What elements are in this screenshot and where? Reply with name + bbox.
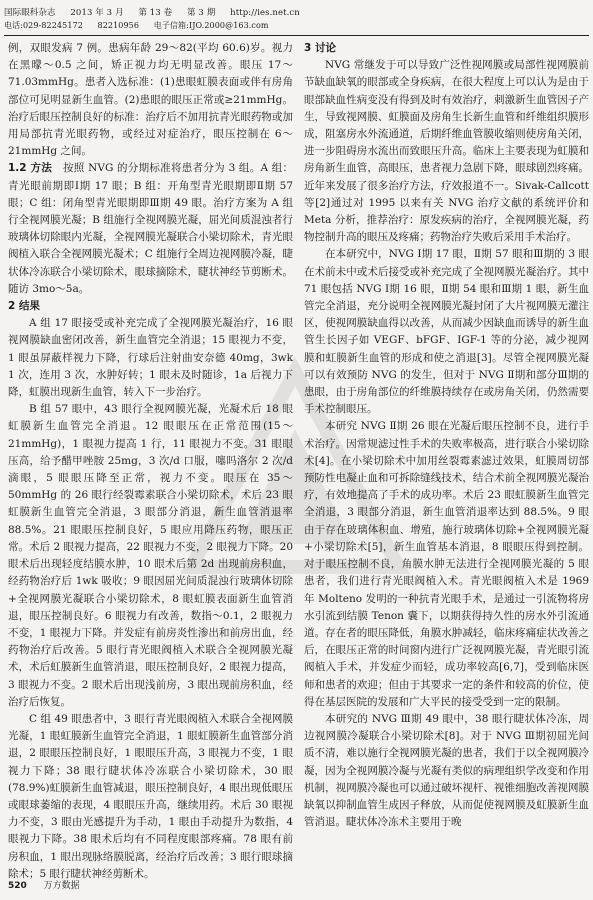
phone-2: 82210956 (97, 21, 140, 30)
paragraph: 例，双眼发病 7 例。患病年龄 29～82(平均 60.6)岁。视力在黑曚～0.5 之间，矫正视力均无明显改善。眼压 17～71.03mmHg。患者入选标准：(1)患眼虹膜表面或伴有房角部位可见明显新生血管。(2)患眼的眼压正常或≥21mmHg。治疗后眼压控制良好的标准：治疗后不加用抗青光眼药物或加用局部抗青光眼药物，或经过对症治疗，眼压控制在 6～21mmHg 之间。 (8, 42, 293, 158)
issue-date: 2013 年 3 月 (70, 8, 124, 18)
paragraph: A 组 17 眼接受或补充完成了全视网膜光凝治疗，16 眼视网膜缺血密闭改善，新生血管完全消退；15 眼视力不变，1 眼虽屏蔽样视力下降，行球后注射曲安奈德 40mg，3wk 1 次，连用 3 次，水肿好转；1 眼未及时随诊，1a 后视力下降，虹膜出现新生血管，转入下一步治疗。 (8, 317, 293, 399)
journal-title: 国际眼科杂志 (4, 8, 56, 18)
paragraph: C 组 49 眼患者中，3 眼行青光眼阀植入术联合全视网膜光凝，1 眼虹膜新生血管完全消退，1 眼虹膜新生血管部分消退，2 眼眼压控制良好，1 眼眼压升高，3 眼视力不变，1 眼视力下降；38 眼行睫状体冷冻联合小梁切除术，30 眼(78.9%)虹膜新生血管减退，眼压控制良好，4 眼出现低眼压或眼球萎缩的表现，4 眼眼压升高，继续用药。术后 30 眼视力不变，3 眼由光感提升为手动，1 眼由手动提升为数指，4 眼视力下降。38 眼术后均有不同程度眼部疼痛。78 眼有前房积血，1 眼出现脉络膜脱离，经治疗后改善；3 眼行眼球摘除术；5 眼行睫状神经剪断术。 (8, 712, 293, 880)
paragraph: 在本研究中，NVG Ⅰ期 17 眼，Ⅱ期 57 眼和Ⅲ期的 3 眼在术前未中或术后接受或补充完成了全视网膜光凝治疗。其中 71 眼包括 NVG Ⅰ期 16 眼，Ⅱ期 54 眼和Ⅲ期 1 眼，新生血管完全消退，充分说明全视网膜光凝封闭了大片视网膜无灌注区，使视网膜缺血得以改善，从而减少因缺血而诱导的新生血管生长因子如 VEGF、bFGF、IGF-1 等的分泌，减少视网膜和虹膜新生血管的形成和使之消退[3]。尽管全视网膜光凝可以有效预防 NVG 的发生，但对于 NVG Ⅱ期和部分Ⅲ期的患眼，由于房角部位的纤维膜持续存在或房角关闭，仍然需要手术控制眼压。 (304, 248, 589, 416)
section-heading-discussion: 3 讨论 (304, 42, 336, 54)
left-column (8, 40, 293, 880)
phone-1: 电话:029-82245172 (4, 21, 83, 30)
running-header (4, 4, 589, 36)
journal-url: http://ies.net.cn (230, 8, 300, 18)
volume: 第 13 卷 (138, 8, 173, 18)
methods-text: 按照 NVG 的分期标准将患者分为 3 组。A 组：青光眼前期即Ⅰ期 17 眼；B 组：开角型青光眼期即Ⅱ期 57 眼；C 组：闭角型青光眼期即Ⅲ期 49 眼。治疗方案为 A 组行全视网膜光凝；B 组施行全视网膜光凝，屈光间质混浊者行玻璃体切除眼内光凝，全视网膜光凝联合小梁切除术，青光眼阀植入联合全视网膜光凝术；C 组施行全周边视网膜冷凝，睫状体冷冻联合小梁切除术，眼球摘除术，睫状神经节剪断术。随访 3mo～5a。 (8, 162, 293, 295)
paragraph: 本研究 NVG Ⅱ期 26 眼在光凝后眼压控制不良，进行手术治疗。因常规滤过性手术的失败率极高，进行联合小梁切除术[4]。在小梁切除术中加用丝裂霉素滤过效果，虹膜周切部预防性电凝止血和可拆除缝线技术，结合术前全视网膜光凝治疗，有效地提高了手术的成功率。术后 23 眼虹膜新生血管完全消退，3 眼部分消退，新生血管消退率达到 88.5%。9 眼由于存在玻璃体积血、增殖，施行玻璃体切除+全视网膜光凝+小梁切除术[5]，新生血管基本消退，8 眼眼压得到控制。对于眼压控制不良，角膜水肿无法进行全视网膜光凝的 5 眼患者，我们进行青光眼阀植入术。青光眼阀植入术是 1969 年 Molteno 发明的一种抗青光眼手术，是通过一引流物将房水引流到结膜 Tenon 囊下，以期获得持久性的房水外引流通道。存在者的眼压降低，角膜水肿减轻，临床疼痛症状改善之后，在眼压正常的时间窗内进行广泛视网膜光凝，青光眼引流阀植入手术，并发症少而轻，成功率较高[6,7]，受到临床医师和患者的欢迎；但由于其要求一定的条件和较高的价位，使得在基层医院的发展和广大平民的接受受到一定的限制。 (304, 420, 589, 708)
page-footer (8, 878, 80, 891)
publisher-mark: 万方数据 (43, 881, 80, 891)
issue: 第 3 期 (187, 8, 216, 18)
paragraph: B 组 57 眼中，43 眼行全视网膜光凝，光凝术后 18 眼虹膜新生血管完全消退。12 眼眼压在正常范围(15～21mmHg)，1 眼视力提高 1 行，11 眼视力不变。31 眼眼压高，给予醋甲唑胺 25mg，3 次/d 口服，噻吗洛尔 2 次/d 滴眼，5 眼眼压降至正常，视力不变。眼压在 35～50mmHg 的 26 眼行经裂霉素联合小梁切除术，术后 23 眼虹膜新生血管完全消退，3 眼部分消退，新生血管消退率 88.5%。21 眼眼压控制良好，5 眼应用降压药物，眼压正常。术后 2 眼视力提高，22 眼视力不变，2 眼视力下降。20 眼术后出现轻度结膜水肿，10 眼术后第 2d 出现前房积血，经药物治疗后 1wk 吸收；9 眼因屈光间质混浊行玻璃体切除+全视网膜光凝联合小梁切除术，8 眼虹膜表面新生血管消退，眼压控制良好。6 眼视力有改善，数指～0.1，2 眼视力不变，1 眼视力下降。并发症有前房炎性渗出和前房出血，经药物治疗后改善。5 眼行青光眼阀植入术联合全视网膜光凝术，术后虹膜新生血管消退，眼压控制良好，2 眼视力提高，3 眼视力不变。2 眼术后出现浅前房，3 眼出现前房积血，经治疗后恢复。 (8, 403, 293, 708)
section-heading-methods: 1.2 方法 (8, 162, 53, 175)
methods-paragraph (8, 160, 293, 298)
header-journal-line (4, 6, 312, 18)
section-heading-results: 2 结果 (8, 300, 40, 313)
email: 电子信箱:IJO.2000@163.com (153, 21, 269, 30)
right-column (304, 40, 589, 850)
page-number: 520 (8, 881, 27, 891)
header-contact-line (4, 20, 281, 31)
paragraph: NVG 常继发于可以导致广泛性视网膜或局部性视网膜前节缺血缺氧的眼部或全身疾病，在很大程度上可以认为是由于眼部缺血性病变没有得到及时有效治疗，刺激新生血管因子产生，导致视网膜、虹膜面及房角生长新生血管和纤维组织膜形成，阻塞房水外流通道，后期纤维血管膜收缩则使房角关闭，进一步阻碍房水流出而致眼压升高。临床上主要表现为虹膜和房角新生血管，高眼压，患者视力急剧下降，眼球剧烈疼痛。近年来发展了很多治疗方法，疗效报道不一。Sivak-Callcott 等[2]通过对 1995 以来有关 NVG 治疗文献的系统评价和 Meta 分析，推荐治疗：原发疾病的治疗，全视网膜光凝，药物控制升高的眼压及疼痛；药物治疗失败后采用手术治疗。 (304, 59, 589, 244)
paragraph: 本研究的 NVG Ⅲ期 49 眼中，38 眼行睫状体冷冻，周边视网膜冷凝联合小梁切除术[8]。对于 NVG Ⅲ期初屈光间质不清，难以施行全视网膜光凝的患者，我们于以全视网膜冷凝，因为全视网膜冷凝与光凝有类似的病理组织学改变和作用机制，视网膜冷凝也可以通过破坏视杆、视锥细胞改善视网膜缺氧以抑制血管生成因子释放，从而促使视网膜及虹膜新生血管消退。睫状体冷冻术主要用于晚 (304, 712, 589, 829)
